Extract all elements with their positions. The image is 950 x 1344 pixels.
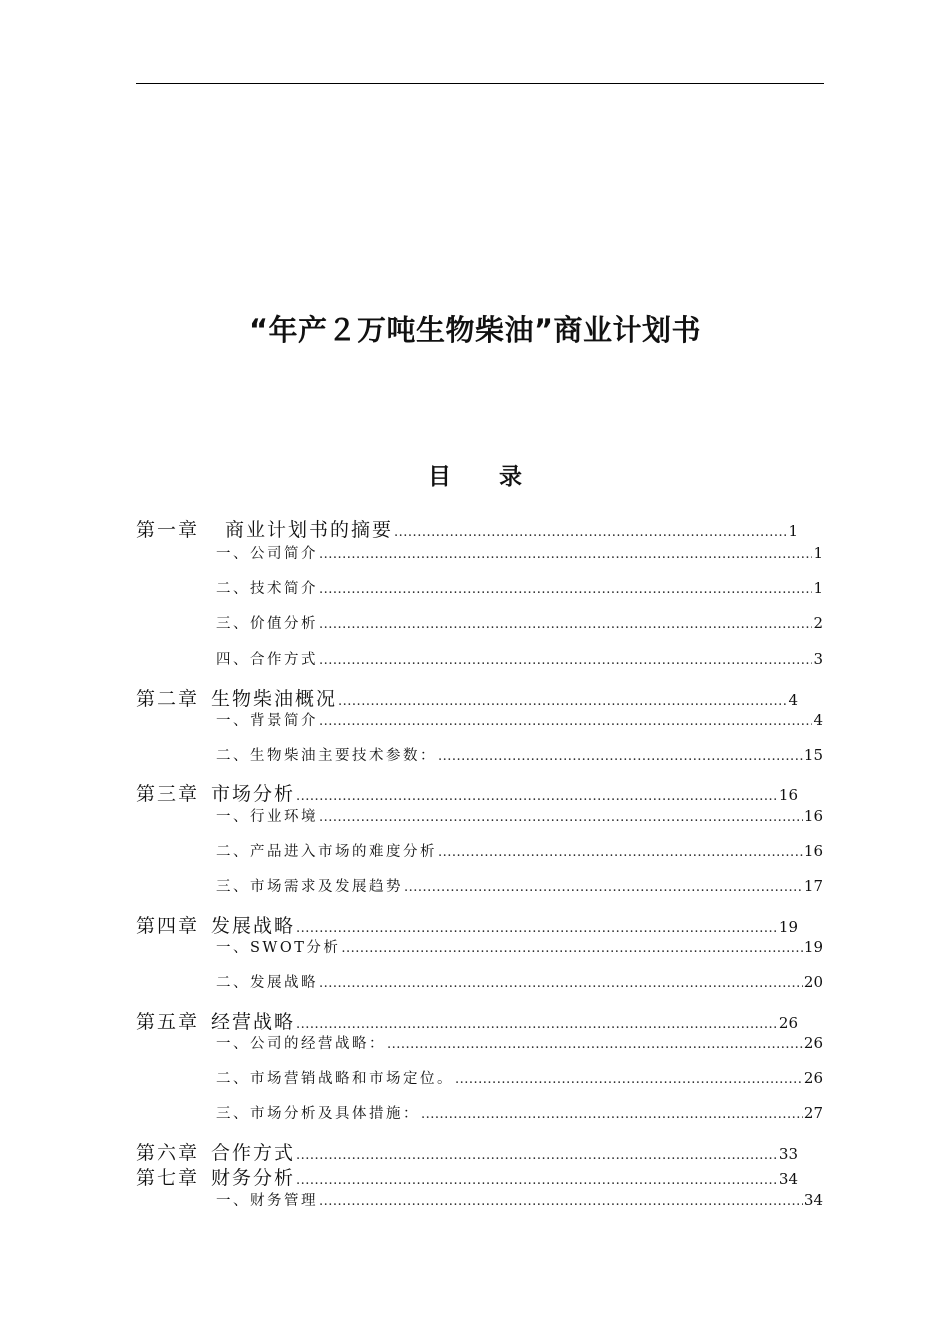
toc-entry-title: 生物柴油概况 [211,688,338,710]
toc-leader-dots [296,1167,778,1189]
toc-section[interactable] [216,744,823,770]
toc-entry-title: 一、SWOT分析 [216,940,341,956]
toc-section[interactable] [216,612,823,638]
toc-leader-dots [438,844,803,860]
toc-section[interactable] [216,709,823,735]
toc-chapter-number: 第四章 [136,915,200,937]
toc-leader-dots [319,616,812,632]
toc-page-number: 3 [813,650,823,668]
toc-section[interactable] [216,542,823,568]
toc-chapter-number: 第七章 [136,1167,200,1189]
toc-leader-dots [319,581,812,597]
toc-page-number: 17 [803,877,823,895]
toc-section[interactable] [216,1032,823,1058]
toc-entry-title: 二、技术简介 [216,581,318,597]
toc-chapter-number: 第二章 [136,688,200,710]
toc-page-number: 19 [778,918,798,936]
toc-section[interactable] [216,1102,823,1128]
toc-page-number: 1 [813,544,823,562]
toc-page-number: 4 [788,691,798,709]
toc-page-number: 1 [788,522,798,540]
toc-chapter-number: 第三章 [136,783,200,805]
toc-leader-dots [296,783,778,805]
toc-page-number: 34 [778,1170,798,1188]
toc-entry-title: 一、背景简介 [216,713,318,729]
toc-page-number: 19 [803,938,823,956]
toc-chapter-4[interactable] [136,911,798,937]
toc-leader-dots [438,748,803,764]
toc-leader-dots [319,546,812,562]
toc-entry-title: 经营战略 [211,1011,296,1033]
document-title: “年产２万吨生物柴油”商业计划书 [248,313,702,347]
toc-leader-dots [341,940,803,956]
toc-entry-title: 市场分析 [211,783,296,805]
toc-section[interactable] [216,1067,823,1093]
toc-page-number: 4 [813,711,823,729]
toc-leader-dots [296,1142,778,1164]
toc-leader-dots [404,879,803,895]
toc-chapter-number: 第五章 [136,1011,200,1033]
toc-entry-title: 三、市场需求及发展趋势 [216,879,403,895]
toc-chapter-6[interactable] [136,1138,798,1164]
toc-entry-title: 一、财务管理 [216,1193,318,1209]
toc-leader-dots [319,809,803,825]
toc-entry-title: 三、市场分析及具体措施： [216,1106,420,1122]
toc-section[interactable] [216,1189,823,1215]
toc-chapter-7[interactable] [136,1163,798,1189]
toc-section[interactable] [216,805,823,831]
toc-page-number: 26 [778,1014,798,1032]
toc-page-number: 26 [803,1069,823,1087]
toc-entry-title: 二、市场营销战略和市场定位。 [216,1071,454,1087]
toc-section[interactable] [216,577,823,603]
toc-entry-title: 一、公司简介 [216,546,318,562]
toc-leader-dots [387,1036,803,1052]
toc-page-number: 16 [778,786,798,804]
toc-leader-dots [296,1011,778,1033]
toc-entry-title: 合作方式 [211,1142,296,1164]
toc-page-number: 20 [803,973,823,991]
toc-entry-title: 四、合作方式 [216,652,318,668]
toc-section[interactable] [216,971,823,997]
toc-entry-title: 二、生物柴油主要技术参数： [216,748,437,764]
toc-entry-title: 二、产品进入市场的难度分析 [216,844,437,860]
toc-leader-dots [319,713,812,729]
toc-chapter-5[interactable] [136,1007,798,1033]
toc-leader-dots [394,519,787,541]
toc-entry-title: 财务分析 [211,1167,296,1189]
toc-page-number: 33 [778,1145,798,1163]
toc-chapter-2[interactable] [136,684,798,710]
toc-page-number: 27 [803,1104,823,1122]
toc-entry-title: 一、公司的经营战略： [216,1036,386,1052]
toc-page-number: 15 [803,746,823,764]
toc-chapter-1[interactable] [136,515,798,541]
toc-leader-dots [319,1193,803,1209]
toc-page-number: 16 [803,807,823,825]
toc-page-number: 16 [803,842,823,860]
toc-leader-dots [319,975,803,991]
toc-leader-dots [319,652,812,668]
toc-page-number: 34 [803,1191,823,1209]
toc-section[interactable] [216,840,823,866]
toc-section[interactable] [216,875,823,901]
toc-entry-title: 一、行业环境 [216,809,318,825]
toc-page-number: 2 [813,614,823,632]
toc-chapter-number: 第一章 [136,519,200,541]
toc-section[interactable] [216,648,823,674]
toc-entry-title: 发展战略 [211,915,296,937]
toc-leader-dots [338,688,787,710]
toc-entry-title: 二、发展战略 [216,975,318,991]
toc-chapter-number: 第六章 [136,1142,200,1164]
toc-chapter-3[interactable] [136,779,798,805]
toc-page-number: 1 [813,579,823,597]
toc-leader-dots [421,1106,803,1122]
toc-leader-dots [296,915,778,937]
toc-section[interactable] [216,936,823,962]
toc-entry-title: 商业计划书的摘要 [225,519,394,541]
toc-heading: 目 录 [427,464,542,490]
toc-leader-dots [455,1071,803,1087]
toc-entry-title: 三、价值分析 [216,616,318,632]
toc-page-number: 26 [803,1034,823,1052]
